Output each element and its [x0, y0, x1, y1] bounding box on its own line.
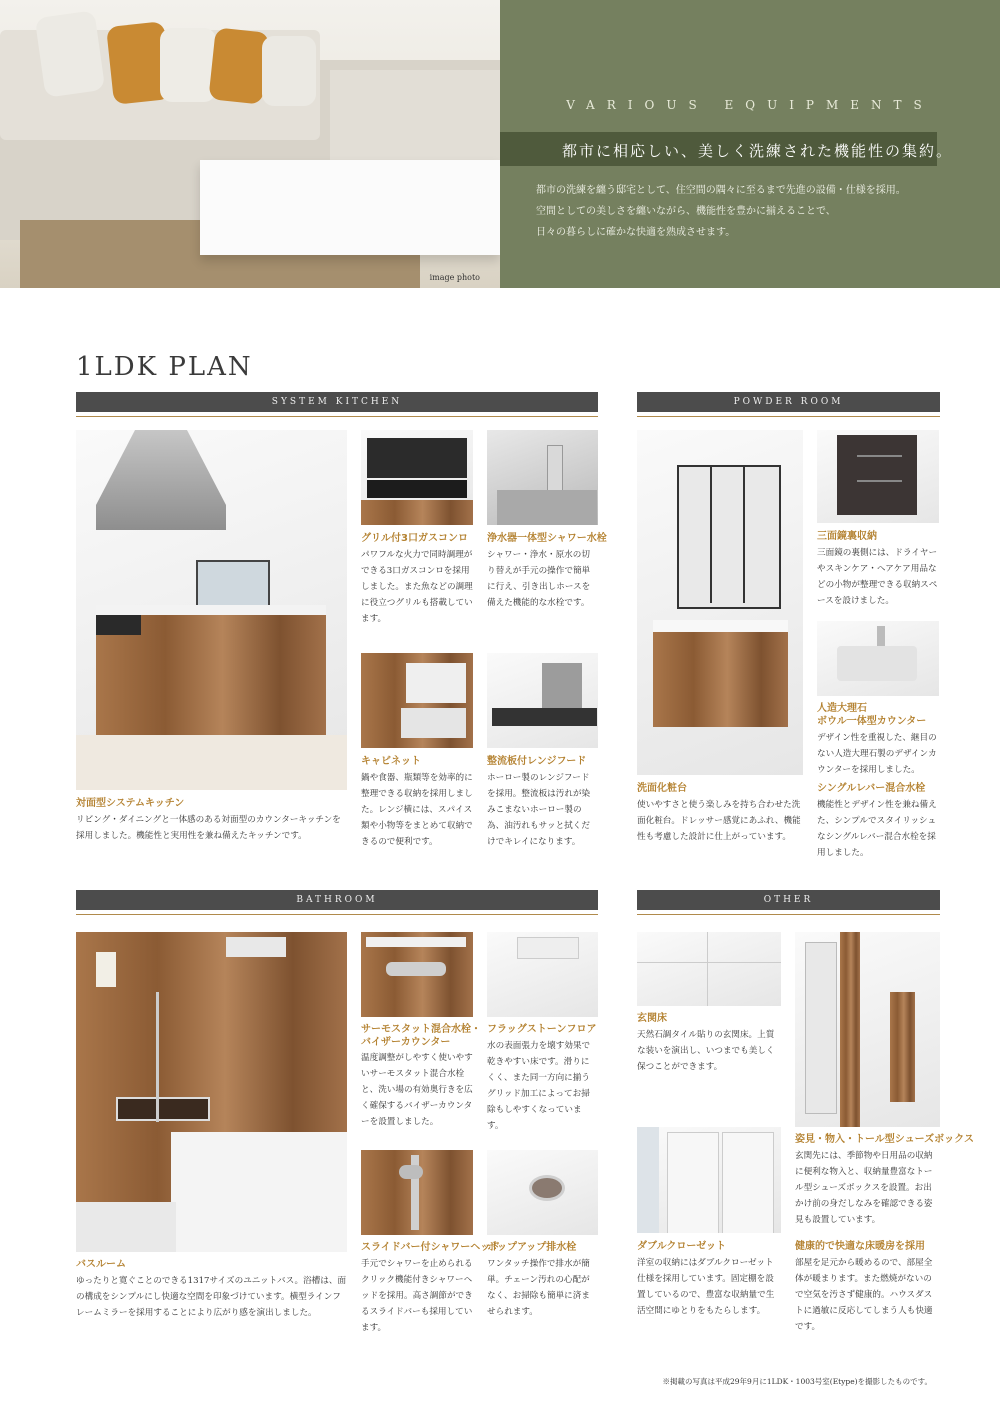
bath-floor — [76, 1202, 176, 1252]
vent — [226, 937, 286, 957]
storage-interior — [837, 435, 917, 515]
burner-top — [367, 438, 467, 478]
shoes-photo — [795, 932, 940, 1127]
caption-marble: 人造大理石 ボウル一体型カウンター — [817, 703, 927, 727]
hood-panel — [492, 708, 597, 726]
vanity-cabinet — [653, 632, 788, 727]
hood-photo — [487, 653, 598, 748]
various-equipments: VARIOUS EQUIPMENTS — [566, 98, 934, 112]
floor — [76, 735, 347, 790]
footnote: ※掲載の写真は平成29年9月に1LDK・1003号室(Etype)を撮影したものです。 — [662, 1377, 932, 1386]
section-powder: POWDER ROOM — [637, 392, 940, 412]
closet-left — [667, 1132, 719, 1233]
caption-floor: フラッグストーンフロア — [487, 1024, 597, 1035]
cushion-shape — [160, 28, 216, 102]
cabinet-photo — [361, 653, 473, 748]
sink — [497, 490, 597, 525]
drain-plug — [529, 1175, 565, 1201]
headline: 都市に相応しい、美しく洗練された機能性の集約。 — [562, 142, 954, 160]
slide-bar — [156, 992, 159, 1122]
caption-hood: 整流板付レンジフード — [487, 756, 587, 767]
hall-door — [890, 992, 915, 1102]
bathtub — [171, 1132, 347, 1252]
white-table — [200, 160, 500, 255]
drain-cover — [517, 937, 579, 959]
text-popup: ワンタッチ操作で排水が簡単。チェーン汚れの心配がなく、お掃除も簡単に済ませられます。 — [487, 1259, 590, 1317]
text-slide: 手元でシャワーを止められるクリック機能付きシャワーヘッドを採用。高さ調節ができるスライドバーも採用しています。 — [361, 1259, 473, 1333]
three-mirror — [677, 465, 781, 609]
popup-photo — [487, 1150, 598, 1235]
caption-lever: シングルレバー混合水栓 — [817, 783, 926, 794]
basin — [837, 646, 917, 681]
drawer-open — [401, 708, 466, 738]
caption-faucet: 浄水器一体型シャワー水栓 — [487, 533, 607, 544]
control-panel — [367, 480, 467, 498]
text-bath-main: ゆったりと寛ぐことのできる1317サイズのユニットバス。浴槽は、面の構成をシンプルにし快適な空間を印象づけています。横型ラインフレームミラーを採用することにより広がり感を演出しました。 — [76, 1276, 347, 1318]
text-floor: 水の表面張力を壊す効果で乾きやすい床です。滑りにくく、また同一方向に揃うグリッド加工によってお掃除もしやすくなっています。 — [487, 1041, 591, 1131]
thermo-photo — [361, 932, 473, 1017]
cushion-orange — [208, 27, 269, 104]
faucet-body — [547, 445, 563, 492]
section-other: OTHER — [637, 890, 940, 910]
mirror-divider — [710, 467, 712, 603]
mirror-storage-photo — [817, 430, 939, 523]
text-shoes: 玄関先には、季節物や日用品の収納に便利な物入と、収納量豊富なトール型シューズボックスを設置。お出かけ前の身だしなみを確認できる姿見も設置しています。 — [795, 1151, 933, 1225]
caption-kitchen-main: 対面型システムキッチン — [76, 798, 185, 809]
text-heating: 部屋を足元から暖めるので、部屋全体が暖まります。また燃焼がないので空気を汚さず健康的。ハウスダストに過敏に反応してしまう人も快適です。 — [795, 1258, 933, 1332]
caption-entrance: 玄関床 — [637, 1013, 667, 1024]
text-mirror: 三面鏡の裏側には、ドライヤーやスキンケア・ヘアケア用品などの小物が整理できる収納スペースを設けました。 — [817, 548, 938, 606]
vanity-photo — [637, 430, 803, 775]
window — [637, 1127, 659, 1233]
text-hood: ホーロー製のレンジフードを採用。整流板は汚れが染みこまないホーロー製の為、油汚れもサッと拭くだけでキレイになります。 — [487, 773, 591, 847]
caption-popup: ポップアップ排水栓 — [487, 1242, 577, 1253]
grill-panel — [96, 615, 141, 635]
cushion-shape — [35, 10, 106, 98]
tile-line — [637, 962, 781, 963]
text-entrance: 天然石調タイル貼りの玄関床。上質な装いを演出し、いつまでも美しく保つことができます。 — [637, 1030, 775, 1072]
slide-photo — [361, 1150, 473, 1235]
visor-counter — [366, 937, 466, 947]
hero-panel — [500, 0, 1000, 288]
light — [96, 952, 116, 987]
text-marble: デザイン性を重視した、継目のない人造大理石製のデザインカウンターを採用しました。 — [817, 733, 937, 775]
closet-right — [722, 1132, 774, 1233]
lead-line: 日々の暮らしに確かな快適を熟成させます。 — [536, 227, 736, 238]
gas-photo — [361, 430, 473, 525]
kitchen-photo — [76, 430, 347, 790]
thermo-faucet — [386, 962, 446, 976]
shelf — [857, 480, 902, 482]
caption-bath-main: バスルーム — [76, 1259, 126, 1270]
floor-photo — [487, 932, 598, 1017]
text-thermo: 温度調整がしやすく使いやすいサーモスタット混合水栓と、洗い場の有効奥行きを広く確保するバイザーカウンターを設置しました。 — [361, 1053, 473, 1127]
cabinet-wood — [361, 500, 473, 525]
text-faucet: シャワー・浄水・原水の切り替えが手元の操作で簡単に行え、引き出しホースを備えた機能的な水栓です。 — [487, 550, 591, 608]
hero-photo — [0, 0, 500, 288]
counter-top — [96, 605, 326, 615]
shower-head — [399, 1165, 423, 1179]
text-gas: パワフルな火力で同時調理ができる3口ガスコンロを採用しました。また魚などの調理に役立つグリルも搭載しています。 — [361, 550, 473, 624]
text-kitchen-main: リビング・ダイニングと一体感のある対面型のカウンターキッチンを採用しました。機能性と実用性を兼ね備えたキッチンです。 — [76, 815, 341, 841]
bathroom-photo — [76, 932, 347, 1252]
cushion-shape — [262, 36, 316, 106]
drawer-open — [406, 663, 466, 703]
shelf — [857, 455, 902, 457]
wood-door — [840, 932, 860, 1127]
hood-duct — [542, 663, 582, 708]
lead-line: 都市の洗練を纏う邸宅として、住空間の隅々に至るまで先進の設備・仕様を採用。 — [536, 185, 906, 196]
caption-vanity: 洗面化粧台 — [637, 783, 687, 794]
caption-mirror: 三面鏡裏収納 — [817, 531, 877, 542]
mirror-divider — [743, 467, 745, 603]
marble-photo — [817, 621, 939, 696]
entrance-photo — [637, 932, 781, 1006]
section-kitchen: SYSTEM KITCHEN — [76, 392, 598, 412]
section-bathroom: BATHROOM — [76, 890, 598, 910]
closet-photo — [637, 1127, 781, 1233]
caption-closet: ダブルクローゼット — [637, 1241, 726, 1252]
caption-shoes: 姿見・物入・トール型シューズボックス — [795, 1134, 974, 1145]
tile-line — [707, 932, 708, 1006]
caption-gas: グリル付3口ガスコンロ — [361, 533, 468, 544]
caption-slide: スライドバー付シャワーヘッド — [361, 1242, 501, 1253]
caption-cabinet: キャビネット — [361, 756, 421, 767]
caption-heating: 健康的で快適な床暖房を採用 — [795, 1241, 925, 1252]
plan-title: 1LDK PLAN — [76, 352, 253, 382]
lead-line: 空間としての美しさを纏いながら、機能性を豊かに揃えることで、 — [536, 206, 836, 217]
range-hood — [96, 430, 226, 530]
faucet-body — [877, 626, 885, 646]
faucet-photo — [487, 430, 598, 525]
text-cabinet: 鍋や食器、瓶類等を効率的に整理できる収納を採用しました。レンジ横には、スパイス類や小物等をまとめて収納できるので便利です。 — [361, 773, 473, 847]
text-vanity: 使いやすさと使う楽しみを持ち合わせた洗面化粧台。ドレッサー感覚にあふれ、機能性も考慮した設計に仕上がっています。 — [637, 800, 801, 842]
image-credit: image photo — [429, 273, 480, 282]
caption-thermo: サーモスタット混合水栓・ バイザーカウンター — [361, 1024, 481, 1048]
lead-text — [536, 180, 906, 243]
text-lever: 機能性とデザイン性を兼ね備えた、シンプルでスタイリッシュなシングルレバー混合水栓を採用しました。 — [817, 800, 937, 858]
line-mirror — [116, 1097, 210, 1121]
text-closet: 洋室の収納にはダブルクローゼット仕様を採用しています。固定棚を設置しているので、豊富な収納量で生活空間にゆとりをもたらします。 — [637, 1258, 775, 1316]
full-mirror — [805, 942, 837, 1114]
